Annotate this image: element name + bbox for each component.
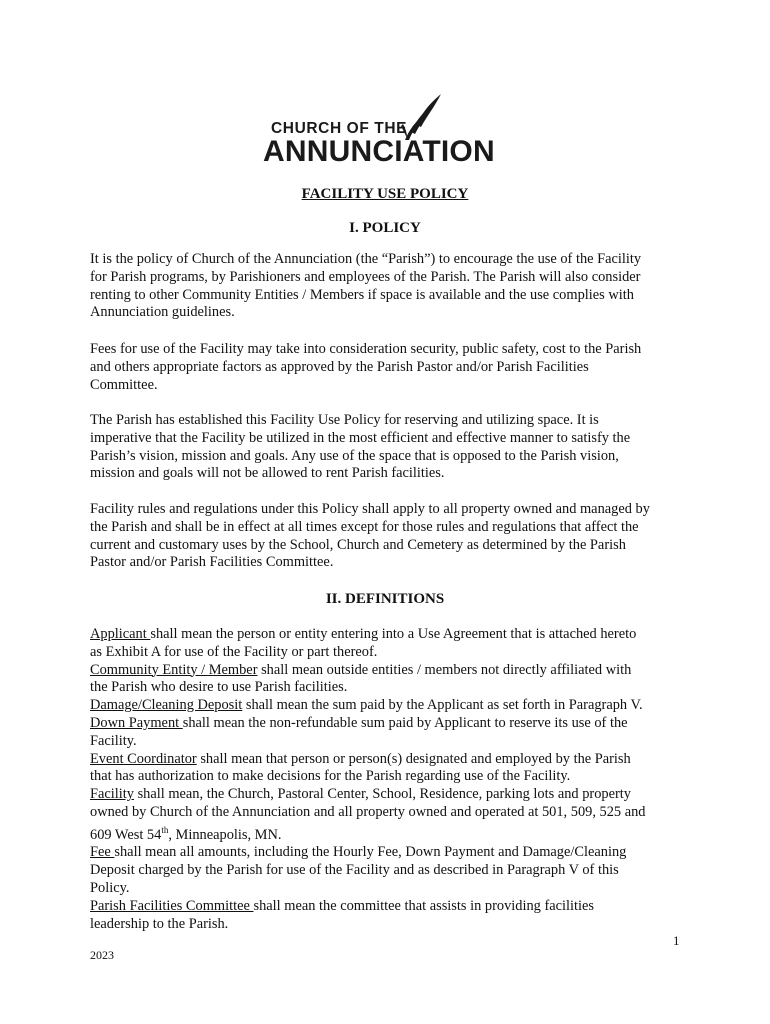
term-facilities-committee: Parish Facilities Committee xyxy=(90,897,254,914)
text-line: Fees for use of the Facility may take into consideration security, public safety, cost to the Parish xyxy=(90,341,642,357)
definition-event-coordinator xyxy=(90,751,690,769)
text-line: It is the policy of Church of the Annunciation (the “Parish”) to encourage the use of the Facility xyxy=(90,251,642,267)
definitions-list xyxy=(90,626,690,933)
text-line: the Parish who desire to use Parish facilities. xyxy=(90,679,348,696)
text-line xyxy=(90,822,690,845)
definition-text: shall mean the committee that assists in providing facilities xyxy=(253,897,594,914)
term-applicant: Applicant xyxy=(90,626,151,642)
logo-line-1: CHURCH OF THE xyxy=(271,120,408,137)
term-event-coordinator: Event Coordinator xyxy=(90,750,197,767)
definition-facilities-committee xyxy=(90,898,690,916)
definition-text: shall mean all amounts, including the Hourly Fee, Down Payment and Damage/Cleaning xyxy=(114,844,627,861)
text-line: Facility. xyxy=(90,732,137,749)
term-fee: Fee xyxy=(90,844,115,861)
text-line: Facility rules and regulations under this Policy shall apply to all property owned and managed by xyxy=(90,501,650,517)
footer-year: 2023 xyxy=(90,948,114,962)
text-line: current and customary uses by the School, Church and Cemetery as determined by the Parish xyxy=(90,536,626,553)
ordinal-suffix: th xyxy=(161,824,169,835)
definition-text: shall mean the sum paid by the Applicant as set forth in Paragraph V. xyxy=(242,697,643,714)
policy-paragraph-1 xyxy=(90,251,690,322)
text-line: and others appropriate factors as approved by the Parish Pastor and/or Parish Facilities xyxy=(90,358,589,375)
page-number: 1 xyxy=(673,933,680,948)
definition-damage-deposit xyxy=(90,697,690,715)
text-line: Deposit charged by the Parish for use of the Facility and as described in Paragraph V of this xyxy=(90,862,619,879)
term-damage-deposit: Damage/Cleaning Deposit xyxy=(90,697,243,714)
text-line: owned by Church of the Annunciation and all property owned and operated at 501, 509, 525 and xyxy=(90,803,646,820)
section-2-heading: II. DEFINITIONS xyxy=(325,591,445,607)
text-line: Annunciation guidelines. xyxy=(90,304,235,321)
policy-paragraph-3 xyxy=(90,412,690,483)
definition-fee xyxy=(90,844,690,862)
address-text: 609 West 54 xyxy=(90,826,162,843)
text-line: that has authorization to make decisions for the Parish regarding use of the Facility. xyxy=(90,768,571,785)
text-line: Parish’s vision, mission and goals. Any use of the space that is opposed to the Parish vision, xyxy=(90,447,619,464)
church-logo xyxy=(263,92,513,172)
definition-text: shall mean the non-refundable sum paid by Applicant to reserve its use of the xyxy=(182,714,628,731)
definition-down-payment xyxy=(90,715,690,733)
definition-text: shall mean, the Church, Pastoral Center, School, Residence, parking lots and property xyxy=(133,786,631,803)
definition-community-entity xyxy=(90,662,690,680)
definition-text: shall mean outside entities / members not directly affiliated with xyxy=(257,661,632,678)
term-community-entity: Community Entity / Member xyxy=(90,661,258,678)
policy-paragraph-4 xyxy=(90,501,690,572)
text-line: as Exhibit A for use of the Facility or part thereof. xyxy=(90,643,378,660)
text-line: leadership to the Parish. xyxy=(90,915,229,932)
text-line: for Parish programs, by Parishioners and employees of the Parish. The Parish will also consider xyxy=(90,268,641,285)
text-line: renting to other Community Entities / Members if space is available and the use complies with xyxy=(90,286,634,303)
text-line: The Parish has established this Facility Use Policy for reserving and utilizing space. It is xyxy=(90,412,599,428)
definition-text: shall mean that person or person(s) designated and employed by the Parish xyxy=(196,750,631,767)
document-title: FACILITY USE POLICY xyxy=(301,186,469,202)
text-line: Pastor and/or Parish Facilities Committee. xyxy=(90,554,334,571)
logo-line-2: ANNUNCIATION xyxy=(263,135,495,168)
section-1-heading: I. POLICY xyxy=(349,220,421,236)
definition-facility xyxy=(90,786,690,804)
definition-applicant xyxy=(90,626,690,644)
address-city: , Minneapolis, MN. xyxy=(168,826,282,843)
term-facility: Facility xyxy=(90,786,134,803)
policy-paragraph-2 xyxy=(90,341,690,394)
text-line: Policy. xyxy=(90,879,130,896)
text-line: imperative that the Facility be utilized in the most efficient and effective manner to satisfy the xyxy=(90,429,631,446)
text-line: the Parish and shall be in effect at all times except for those rules and regulations that affect the xyxy=(90,518,639,535)
term-down-payment: Down Payment xyxy=(90,714,183,731)
text-line: Committee. xyxy=(90,376,158,393)
definition-text: shall mean the person or entity entering into a Use Agreement that is attached hereto xyxy=(150,626,637,642)
text-line: mission and goals will not be allowed to rent Parish facilities. xyxy=(90,465,445,482)
